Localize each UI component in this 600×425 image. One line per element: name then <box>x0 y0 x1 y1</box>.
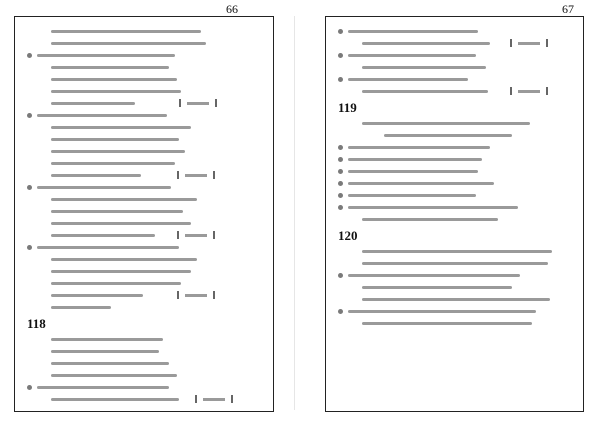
verse-line <box>27 109 263 121</box>
verse-line <box>338 85 573 97</box>
verse-line <box>338 153 573 165</box>
song-number-119: 119 <box>338 100 357 115</box>
verse-line <box>338 61 573 73</box>
verse-line <box>27 241 263 253</box>
song-number-118: 118 <box>27 316 46 331</box>
song-text-119 <box>338 117 573 225</box>
page-text-left <box>27 25 263 403</box>
verse-line <box>27 61 263 73</box>
book-page-right <box>325 16 584 412</box>
verse-line <box>338 269 573 281</box>
song-text-120 <box>338 245 573 329</box>
verse-line <box>338 257 573 269</box>
verse-line <box>27 121 263 133</box>
verse-line <box>27 381 263 393</box>
verse-line <box>27 277 263 289</box>
page-number-left: 66 <box>226 2 238 16</box>
verse-line <box>27 393 263 405</box>
verse-line <box>338 141 573 153</box>
verse-line <box>27 229 263 241</box>
song-text-continued-right <box>338 25 573 97</box>
verse-line <box>338 305 573 317</box>
verse-line <box>338 281 573 293</box>
verse-line <box>27 357 263 369</box>
verse-line <box>338 37 573 49</box>
verse-line <box>338 189 573 201</box>
verse-line <box>338 245 573 257</box>
book-gutter <box>294 16 295 410</box>
book-page-left <box>14 16 274 412</box>
verse-line <box>338 73 573 85</box>
song-text-continued <box>27 25 263 313</box>
verse-line <box>27 73 263 85</box>
verse-line <box>27 133 263 145</box>
verse-line <box>338 201 573 213</box>
verse-line <box>27 301 263 313</box>
verse-line <box>27 333 263 345</box>
verse-line <box>338 49 573 61</box>
verse-line <box>27 205 263 217</box>
verse-line <box>27 289 263 301</box>
verse-line <box>27 25 263 37</box>
verse-line <box>27 181 263 193</box>
verse-line <box>27 345 263 357</box>
verse-line <box>338 25 573 37</box>
verse-line <box>27 193 263 205</box>
verse-line <box>27 157 263 169</box>
verse-line <box>27 145 263 157</box>
verse-line <box>27 369 263 381</box>
verse-line <box>338 293 573 305</box>
verse-line <box>338 117 573 129</box>
page-text-right <box>338 25 573 403</box>
song-text-118 <box>27 333 263 405</box>
verse-line <box>27 169 263 181</box>
verse-line <box>27 49 263 61</box>
verse-line <box>27 85 263 97</box>
song-number-120: 120 <box>338 228 358 243</box>
verse-line <box>27 217 263 229</box>
verse-line <box>338 129 573 141</box>
verse-line <box>27 97 263 109</box>
page-number-right: 67 <box>562 2 574 16</box>
verse-line <box>27 37 263 49</box>
verse-line <box>27 253 263 265</box>
verse-line <box>338 177 573 189</box>
verse-line <box>338 317 573 329</box>
verse-line <box>27 265 263 277</box>
verse-line <box>338 165 573 177</box>
verse-line <box>338 213 573 225</box>
